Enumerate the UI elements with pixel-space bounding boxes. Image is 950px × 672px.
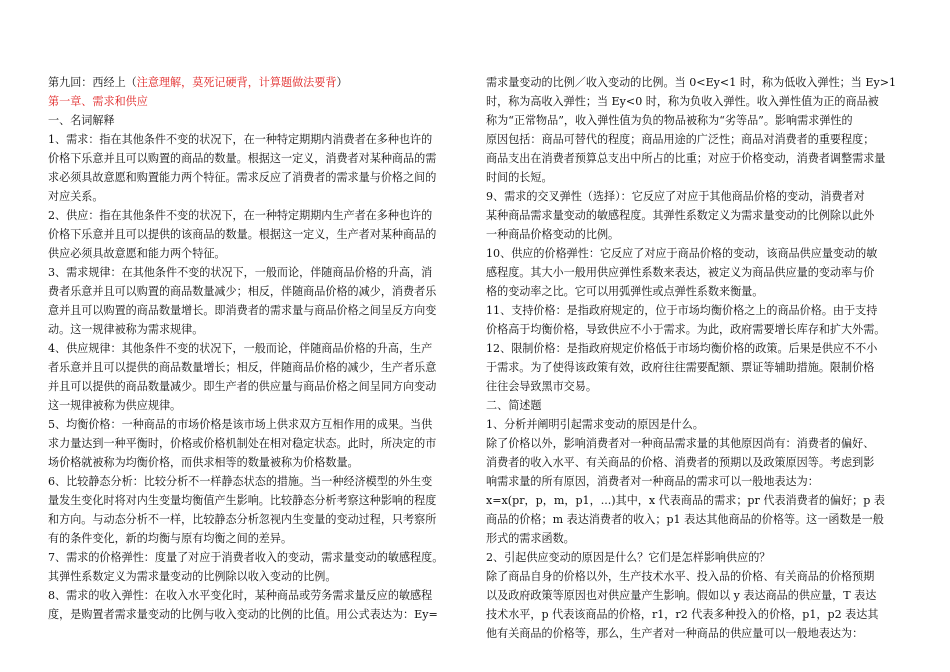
text-line: 求必须具故意愿和购置能力两个特征。需求反应了消费者的需求量与价格之间的 — [48, 171, 437, 184]
text-line: 格的变动率之比。它可以用弧弹性或点弹性系数来衡量。 — [486, 285, 764, 298]
text-line: 感程度。其大小一般用供应弹性系数来表达，被定义为商品供应量的变动率与价 — [486, 266, 875, 279]
text-line: 价格下乐意并且可以提供的该商品的数量。根据这一定义，生产者对某种商品的 — [48, 228, 437, 241]
text-line: 形式的需求函数。 — [486, 532, 575, 545]
text-line: 1、需求：指在其他条件不变的状况下，在一种特定期期内消费者在多种也许的 — [48, 133, 433, 146]
text-line: 9、需求的交叉弹性（选择）：它反应了对应于其他商品价格的变动，消费者对 — [486, 190, 865, 203]
text-line: 原因包括：商品可替代的程度；商品用途的广泛性；商品对消费者的重要程度； — [486, 133, 875, 146]
section-header — [48, 73, 473, 92]
text-line: 价格下乐意并且可以购置的商品的数量。根据这一定义，消费者对某种商品的需 — [48, 152, 437, 165]
text-line: 以及政府政策等原因也对供应量产生影响。假如以 y 表达商品的供应量，T 表达 — [486, 589, 877, 602]
header-suffix: ） — [336, 76, 348, 89]
text-line: 这一规律被称为供应规律。 — [48, 399, 182, 412]
text-line: 一、名词解释 — [48, 114, 115, 127]
text-line: 场价格就被称为均衡价格，而供求相等的数量被称为价格数量。 — [48, 456, 359, 469]
text-line: 动。这一规律被称为需求规律。 — [48, 323, 204, 336]
text-line: 度，是购置者需求量变动的比例与收入变动的比例的比值。用公式表达为：Ey= — [48, 608, 438, 621]
text-line: x=x(pr，p，m，p1，...)其中，x 代表商品的需求；pr 代表消费者的偏好；p 表 — [486, 494, 885, 507]
text-line: 费者乐意并且可以购置的商品数量减少；相反，伴随商品价格的减少，消费者乐 — [48, 285, 437, 298]
text-line: 往往会导致黑市交易。 — [486, 380, 597, 393]
header-red-note: 注意理解，莫死记硬背，计算题做法要背 — [136, 76, 337, 89]
text-line: 8、需求的收入弹性：在收入水平变化时，某种商品或劳务需求量反应的敏感程 — [48, 589, 433, 602]
text-line: 商品支出在消费者预算总支出中所占的比重；对应于价格变动，消费者调整需求量 — [486, 152, 886, 165]
header-prefix: 第九回：西经上（ — [48, 76, 137, 89]
text-line: 除了商品自身的价格以外，生产技术水平、投入品的价格、有关商品的价格预期 — [486, 570, 875, 583]
text-line: 量发生变化时将对内生变量均衡值产生影响。比较静态分析考察这种影响的程度 — [48, 494, 437, 507]
right-text-lines — [486, 73, 911, 643]
text-line: 11、支持价格：是指政府规定的，位于市场均衡价格之上的商品价格。由于支持 — [486, 304, 878, 317]
text-line: 时间的长短。 — [486, 171, 553, 184]
text-line: 6、比较静态分析：比较分析不一样静态状态的措施。当一种经济模型的外生变 — [48, 475, 433, 488]
text-line: 二、简述题 — [486, 399, 542, 412]
text-line: 价格高于均衡价格，导致供应不小于需求。为此，政府需要增长库存和扩大外需。 — [486, 323, 886, 336]
text-line: 求力量达到一种平衡时，价格或价格机制处在相对稳定状态。此时，所决定的市 — [48, 437, 437, 450]
text-line: 商品的价格；m 表达消费者的收入；p1 表达其他商品的价格等。这一函数是一般 — [486, 513, 884, 526]
text-line: 一种商品价格变动的比例。 — [486, 228, 620, 241]
chapter-title: 第一章、需求和供应 — [48, 95, 148, 108]
text-line: 时，称为高收入弹性；当 Ey<0 时，称为负收入弹性。收入弹性值为正的商品被 — [486, 95, 879, 108]
text-line: 者乐意并且可以提供的商品数量增长；相反，伴随商品价格的减少，生产者乐意 — [48, 361, 437, 374]
text-line: 于需求。为了使得该政策有效，政府往往需要配额、票证等辅助措施。限制价格 — [486, 361, 875, 374]
left-column — [48, 73, 473, 624]
text-line: 和方向。与动态分析不一样，比较静态分析忽视内生变量的变动过程，只考察所 — [48, 513, 437, 526]
text-line: 需求量变动的比例／收入变动的比例。当 0<Ey<1 时，称为低收入弹性；当 Ey>1 — [486, 76, 897, 89]
text-line: 有的条件变化，新的均衡与原有均衡之间的差异。 — [48, 532, 293, 545]
text-line: 其弹性系数定义为需求量变动的比例除以收入变动的比例。 — [48, 570, 337, 583]
text-line: 对应关系。 — [48, 190, 104, 203]
text-line: 并且可以提供的商品数量减少。即生产者的供应量与商品价格之间呈同方向变动 — [48, 380, 437, 393]
text-line: 消费者的收入水平、有关商品的价格、消费者的预期以及政策原因等。考虑到影 — [486, 456, 875, 469]
left-text-lines — [48, 111, 473, 624]
text-line: 5、均衡价格：一种商品的市场价格是该市场上供求双方互相作用的成果。当供 — [48, 418, 433, 431]
text-line: 7、需求的价格弹性：度量了对应于消费者收入的变动，需求量变动的敏感程度。 — [48, 551, 444, 564]
text-line: 某种商品需求量变动的敏感程度。其弹性系数定义为需求量变动的比例除以此外 — [486, 209, 875, 222]
text-line: 除了价格以外，影响消费者对一种商品需求量的其他原因尚有：消费者的偏好、 — [486, 437, 875, 450]
text-line: 1、分析并阐明引起需求变动的原因是什么。 — [486, 418, 704, 431]
text-line: 4、供应规律：其他条件不变的状况下，一般而论，伴随商品价格的升高，生产 — [48, 342, 433, 355]
text-line: 意并且可以购置的商品数量增长。即消费者的需求量与商品价格之间呈反方向变 — [48, 304, 437, 317]
text-line: 他有关商品的价格等，那么，生产者对一种商品的供应量可以一般地表达为： — [486, 627, 864, 640]
right-column — [486, 73, 911, 643]
text-line: 技术水平，p 代表该商品的价格，r1，r2 代表多种投入的价格，p1，p2 表达其 — [486, 608, 879, 621]
text-line: 响需求量的所有原因，消费者对一种商品的需求可以一般地表达为： — [486, 475, 819, 488]
text-line: 10、供应的价格弹性：它反应了对应于商品价格的变动，该商品供应量变动的敏 — [486, 247, 878, 260]
text-line: 称为“正常物品”，收入弹性值为负的物品被称为“劣等品”。影响需求弹性的 — [486, 114, 853, 127]
text-line: 2、供应：指在其他条件不变的状况下，在一种特定期期内生产者在多种也许的 — [48, 209, 433, 222]
text-line: 3、需求规律：在其他条件不变的状况下，一般而论，伴随商品价格的升高，消 — [48, 266, 433, 279]
text-line: 12、限制价格：是指政府规定价格低于市场均衡价格的政策。后果是供应不不小 — [486, 342, 878, 355]
text-line: 供应必须具故意愿和能力两个特征。 — [48, 247, 226, 260]
text-line: 2、引起供应变动的原因是什么？它们是怎样影响供应的？ — [486, 551, 771, 564]
